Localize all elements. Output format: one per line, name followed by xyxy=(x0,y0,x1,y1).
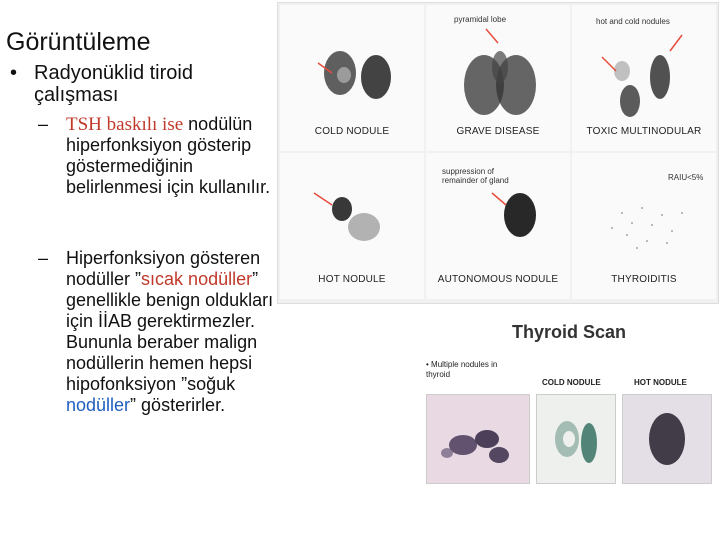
sub2-part-c: ” gösterirler. xyxy=(130,395,226,415)
cold-nodules-term: nodüller xyxy=(66,395,131,415)
scan-label: COLD NODULE xyxy=(314,126,390,137)
bullet-dot: • xyxy=(10,62,18,84)
hot-nodule-label: HOT NODULE xyxy=(634,378,687,387)
cold-nodule-photo xyxy=(536,394,616,484)
scan-note: pyramidal lobe xyxy=(454,15,507,24)
hot-nodule-photo xyxy=(622,394,712,484)
sub2-part-a: Hiperfonksiyon gösteren nodüller ” xyxy=(66,248,261,289)
scan-note: suppression of remainder of gland xyxy=(442,167,509,185)
main-bullet-text: Radyonüklid tiroid çalışması xyxy=(34,62,193,106)
dash: – xyxy=(38,248,49,268)
thyroid-scan-title: Thyroid Scan xyxy=(512,322,627,342)
mini-bullet-dot: • xyxy=(426,360,432,369)
dash: – xyxy=(38,114,49,134)
sub-bullet-2-text xyxy=(66,248,281,416)
scan-label: AUTONOMOUS NODULE xyxy=(437,274,559,285)
sub1-rest: nodülün hiperfonksiyon gösterip göstermediğinin belirlenmesi için kullanılır. xyxy=(66,114,271,197)
slide-title: Görüntüleme xyxy=(6,28,151,56)
multiple-nodules-note xyxy=(426,360,516,380)
sub2-part-b: ” genellikle benign oldukları için İİAB gerektirmezler. Bununla beraber malign nodüllerin hemen hepsi hipofonksiyon ”soğuk xyxy=(66,269,274,394)
scan-note: hot and cold nodules xyxy=(596,17,670,26)
scan-image-grid xyxy=(277,2,719,304)
scan-thyroiditis xyxy=(572,153,716,299)
scan-label: TOXIC MULTINODULAR xyxy=(586,126,702,137)
scan-autonomous-nodule xyxy=(426,153,570,299)
scan-hot-nodule xyxy=(280,153,424,299)
multiple-nodules-text: Multiple nodules in thyroid xyxy=(426,360,498,379)
scan-note: RAIU<5% xyxy=(668,173,704,182)
scan-toxic-multinodular xyxy=(572,5,716,151)
sub-bullet-1-text xyxy=(66,114,281,198)
tsh-highlight: TSH baskılı ise xyxy=(66,114,184,135)
cold-nodule-label: COLD NODULE xyxy=(542,378,601,387)
scan-label: THYROIDITIS xyxy=(611,274,677,285)
scan-grave-disease xyxy=(426,5,570,151)
scan-label: HOT NODULE xyxy=(318,274,386,285)
multiple-nodules-photo xyxy=(426,394,530,484)
scan-label: GRAVE DISEASE xyxy=(456,126,540,137)
hot-nodules-term: sıcak nodüller xyxy=(141,269,253,289)
scan-cold-nodule xyxy=(280,5,424,151)
